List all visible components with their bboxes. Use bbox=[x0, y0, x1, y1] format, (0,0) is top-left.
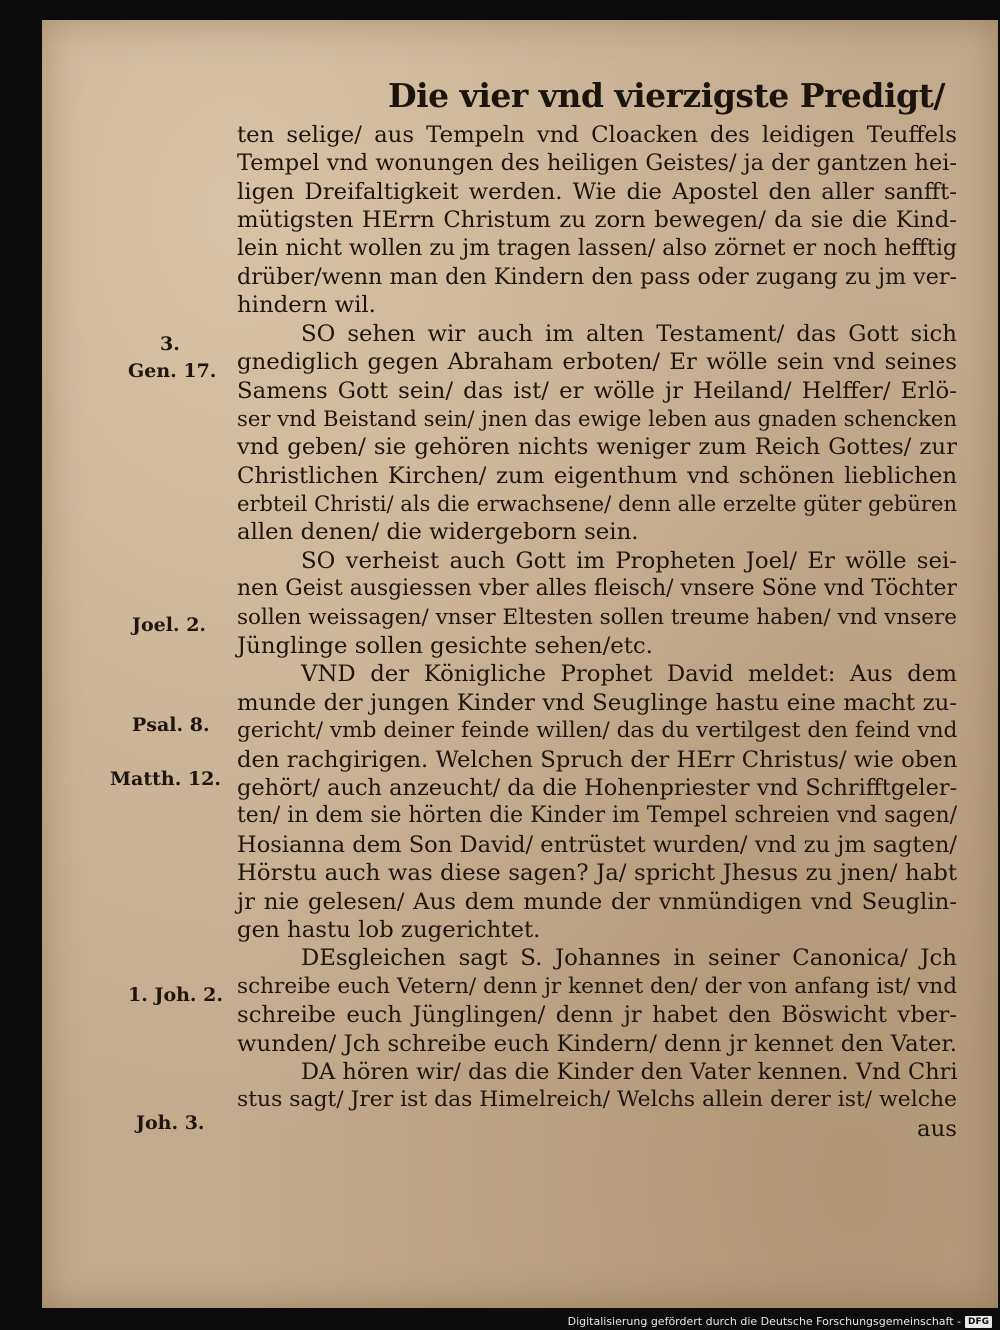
text-line: nen Geist ausgiessen vber alles fleisch/ vnsere Söne vnd Töchter bbox=[237, 576, 957, 602]
text-line: schreibe euch Vetern/ denn jr kennet den/ der von anfang ist/ vnd bbox=[237, 973, 957, 999]
credit-text: Digitalisierung gefördert durch die Deutsche Forschungsgemeinschaft - bbox=[567, 1315, 961, 1328]
text-line: Hörstu auch was diese sagen? Ja/ spricht Jhesus zu jnen/ habt bbox=[237, 860, 957, 887]
text-line: VND der Königliche Prophet David meldet: Aus dem bbox=[301, 661, 957, 688]
text-line: gehört/ auch anzeucht/ da die Hohenpriester vnd Schrifftgeler- bbox=[237, 774, 958, 801]
digitization-credit bbox=[568, 1315, 992, 1328]
text-line: ten/ in dem sie hörten die Kinder im Tempel schreien vnd sagen/ bbox=[237, 803, 957, 829]
text-line: Hosianna dem Son David/ entrüstet wurden/ vnd zu jm sagten/ bbox=[237, 831, 957, 858]
text-line: ser vnd Beistand sein/ jnen das ewige leben aus gnaden schencken bbox=[237, 405, 957, 431]
text-line: erbteil Christi/ als die erwachsene/ denn alle erzelte güter gebüren bbox=[237, 491, 957, 517]
text-line: Tempel vnd wonungen des heiligen Geistes/ ja der gantzen hei- bbox=[237, 150, 957, 177]
text-line: Christlichen Kirchen/ zum eigenthum vnd schönen lieblichen bbox=[237, 462, 957, 489]
margin-note-joel-2: Joel. 2. bbox=[132, 614, 207, 636]
text-line: den rachgirigen. Welchen Spruch der HErr Christus/ wie oben bbox=[237, 746, 958, 773]
text-line: jr nie gelesen/ Aus dem munde der vnmündigen vnd Seuglin- bbox=[237, 888, 957, 915]
page-header: Die vier vnd vierzigste Predigt/ bbox=[388, 76, 945, 115]
margin-note-psal-8: Psal. 8. bbox=[132, 714, 210, 736]
dfg-logo: DFG bbox=[965, 1316, 992, 1328]
text-line: gericht/ vmb deiner feinde willen/ das du vertilgest den feind vnd bbox=[237, 718, 958, 744]
text-line: mütigsten HErrn Christum zu zorn bewegen/ da sie die Kind- bbox=[237, 207, 957, 234]
margin-note-joh-3: Joh. 3. bbox=[136, 1112, 205, 1134]
text-line: wunden/ Jch schreibe euch Kindern/ denn jr kennet den Vater. bbox=[237, 1030, 957, 1057]
text-line: ten selige/ aus Tempeln vnd Cloacken des leidigen Teuffels bbox=[237, 122, 957, 148]
text-line: DEsgleichen sagt S. Johannes in seiner Canonica/ Jch bbox=[301, 945, 957, 972]
text-line: gnediglich gegen Abraham erboten/ Er wölle sein vnd seines bbox=[237, 349, 957, 376]
margin-note-matth-12: Matth. 12. bbox=[110, 768, 221, 790]
text-line: stus sagt/ Jrer ist das Himelreich/ Welchs allein derer ist/ welche bbox=[237, 1087, 957, 1113]
text-line: allen denen/ die widergeborn sein. bbox=[237, 519, 639, 546]
body-text bbox=[237, 121, 957, 1143]
text-line: lein nicht wollen zu jm tragen lassen/ also zörnet er noch hefftig bbox=[237, 235, 957, 261]
text-line: gen hastu lob zugerichtet. bbox=[237, 916, 541, 943]
text-line: vnd geben/ sie gehören nichts weniger zum Reich Gottes/ zur bbox=[237, 434, 957, 461]
margin-note-3: 3. bbox=[160, 333, 180, 355]
margin-note-gen-17: Gen. 17. bbox=[128, 360, 217, 382]
text-line: ligen Dreifaltigkeit werden. Wie die Apostel den aller sanfft- bbox=[237, 178, 957, 205]
text-line: Samens Gott sein/ das ist/ er wölle jr Heiland/ Helffer/ Erlö- bbox=[237, 377, 957, 404]
text-line: schreibe euch Jünglingen/ denn jr habet den Böswicht vber- bbox=[237, 1002, 957, 1029]
text-line: drüber/wenn man den Kindern den pass oder zugang zu jm ver- bbox=[237, 263, 957, 290]
text-line: hindern wil. bbox=[237, 292, 376, 319]
text-line: SO sehen wir auch im alten Testament/ das Gott sich bbox=[301, 320, 957, 347]
text-line: SO verheist auch Gott im Propheten Joel/ Er wölle sei- bbox=[301, 547, 957, 574]
margin-note-1-joh-2: 1. Joh. 2. bbox=[128, 984, 223, 1006]
text-line: DA hören wir/ das die Kinder den Vater kennen. Vnd Chri bbox=[301, 1058, 958, 1085]
text-line: sollen weissagen/ vnser Eltesten sollen treume haben/ vnd vnsere bbox=[237, 604, 957, 630]
catchword: aus bbox=[917, 1115, 957, 1142]
text-line: munde der jungen Kinder vnd Seuglinge hastu eine macht zu- bbox=[237, 689, 957, 716]
text-line: Jünglinge sollen gesichte sehen/etc. bbox=[237, 633, 653, 660]
